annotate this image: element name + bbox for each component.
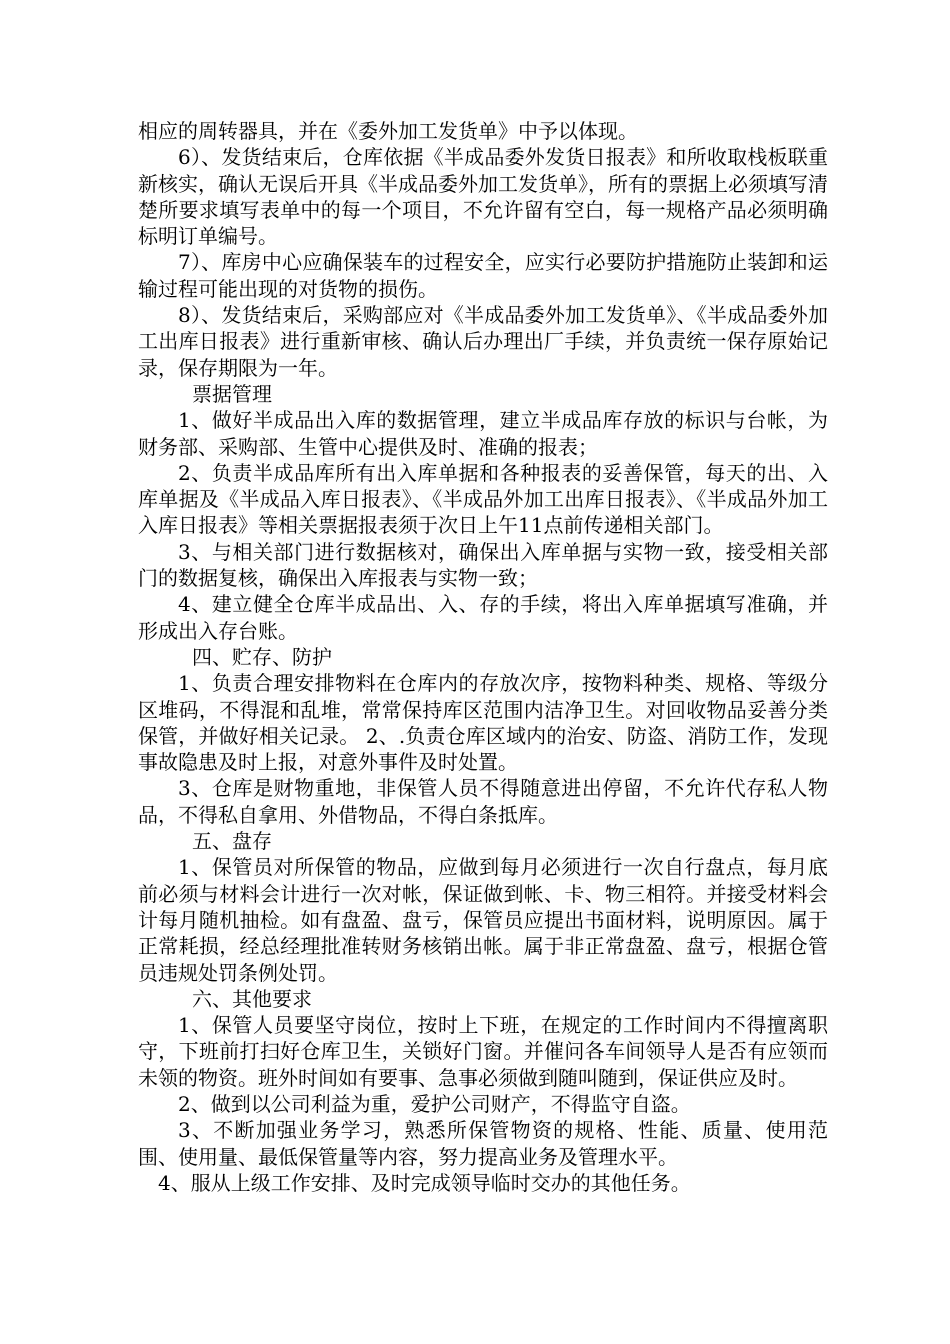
paragraph: 3、仓库是财物重地，非保管人员不得随意进出停留，不允许代存私人物品，不得私自拿用、外借物品，不得白条抵库。 [138,776,828,827]
paragraph: 4、建立健全仓库半成品出、入、存的手续，将出入库单据填写准确，并形成出入存台账。 [138,592,828,643]
paragraph: 相应的周转器具，并在《委外加工发货单》中予以体现。 [138,119,638,143]
document-body [138,118,828,1196]
section-heading: 票据管理 [192,381,272,406]
section-heading: 四、贮存、防护 [192,644,332,669]
paragraph: 1、做好半成品出入库的数据管理，建立半成品库存放的标识与台帐，为财务部、采购部、生管中心提供及时、准确的报表； [138,408,828,459]
paragraph: 1、负责合理安排物料在仓库内的存放次序，按物料种类、规格、等级分区堆码，不得混和乱堆，常常保持库区范围内洁净卫生。对回收物品妥善分类保管，并做好相关记录。 2、.负责仓库区域内的治安、防盗、消防工作，发现事故隐患及时上报，对意外事件及时处置。 [138,671,828,775]
paragraph: 2、负责半成品库所有出入库单据和各种报表的妥善保管，每天的出、入库单据及《半成品入库日报表》、《半成品外加工出库日报表》、《半成品外加工入库日报表》等相关票据报表须于次日上午11点前传递相关部门。 [138,460,828,538]
paragraph: 1、保管人员要坚守岗位，按时上下班，在规定的工作时间内不得擅离职守，下班前打扫好仓库卫生，关锁好门窗。并催问各车间领导人是否有应领而未领的物资。班外时间如有要事、急事必须做到随叫随到，保证供应及时。 [138,1013,828,1090]
paragraph: 1、保管员对所保管的物品，应做到每月必须进行一次自行盘点，每月底前必须与材料会计进行一次对帐，保证做到帐、卡、物三相符。并接受材料会计每月随机抽检。如有盘盈、盘亏，保管员应提出书面材料，说明原因。属于正常耗损，经总经理批准转财务核销出帐。属于非正常盘盈、盘亏，根据仓管员违规处罚条例处罚。 [138,855,828,985]
paragraph: 6）、发货结束后，仓库依据《半成品委外发货日报表》和所收取栈板联重新核实，确认无误后开具《半成品委外加工发货单》，所有的票据上必须填写清楚所要求填写表单中的每一个项目，不允许留有空白，每一规格产品必须明确标明订单编号。 [138,145,828,249]
section-heading: 五、盘存 [192,829,272,854]
paragraph: 2、做到以公司利益为重，爱护公司财产，不得监守自盗。 [178,1091,691,1116]
section-heading: 六、其他要求 [192,986,312,1011]
paragraph: 3、与相关部门进行数据核对，确保出入库单据与实物一致，接受相关部门的数据复核，确保出入库报表与实物一致； [138,539,828,591]
paragraph: 4、服从上级工作安排、及时完成领导临时交办的其他任务。 [158,1170,691,1195]
paragraph: 7）、库房中心应确保装车的过程安全，应实行必要防护措施防止装卸和运输过程可能出现的对货物的损伤。 [138,250,828,301]
paragraph: 8）、发货结束后，采购部应对《半成品委外加工发货单》、《半成品委外加工出库日报表》进行重新审核、确认后办理出厂手续，并负责统一保存原始记录，保存期限为一年。 [138,303,828,380]
paragraph: 3、不断加强业务学习，熟悉所保管物资的规格、性能、质量、使用范围、使用量、最低保管量等内容，努力提高业务及管理水平。 [138,1118,828,1169]
